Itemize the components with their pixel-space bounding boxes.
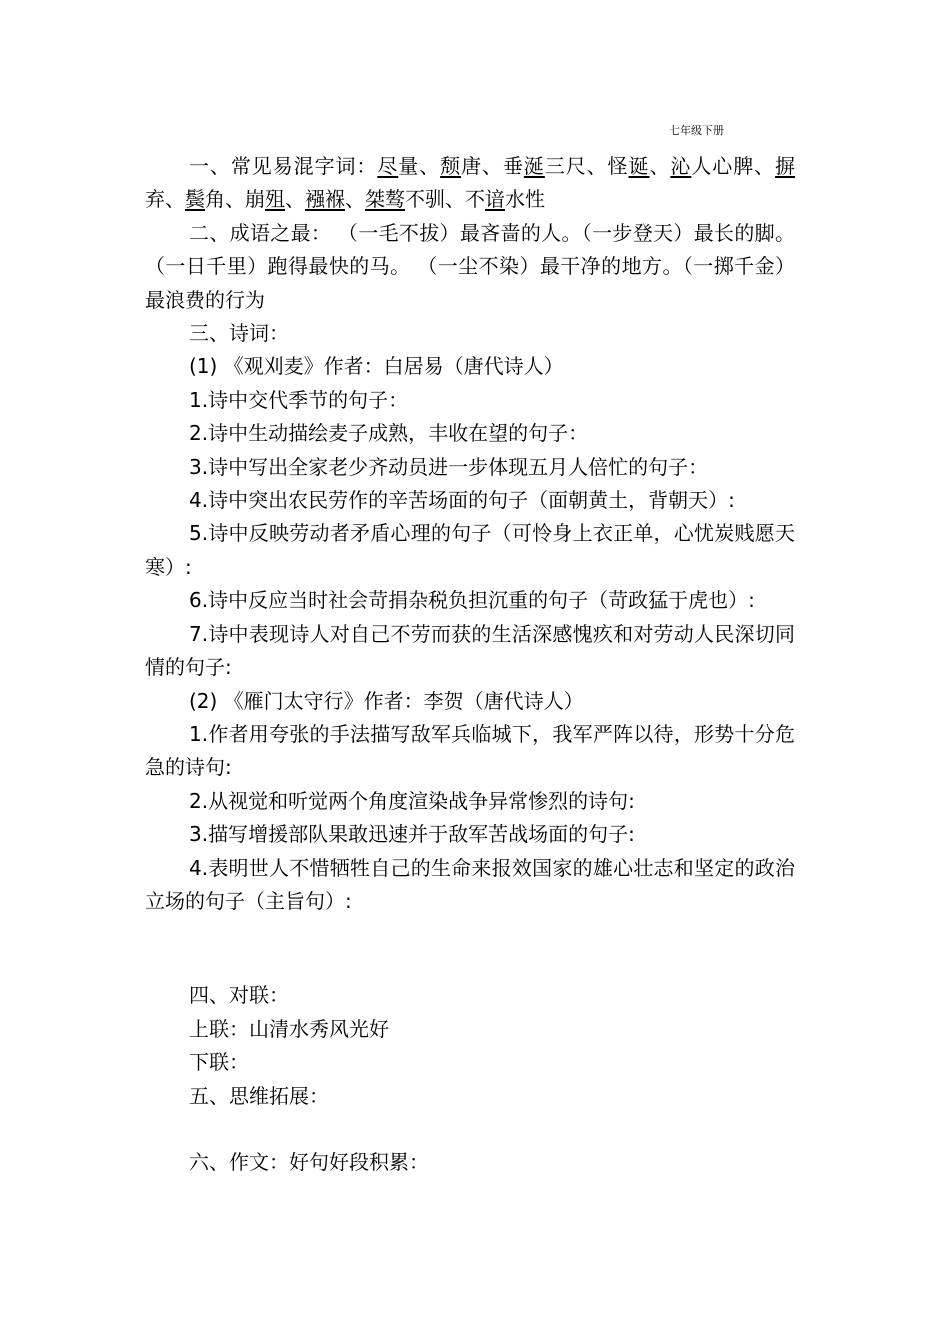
section-poetry-label: 三、诗词：	[189, 321, 289, 346]
word-underlined: 殂	[265, 187, 285, 212]
couplet-lower: 下联：	[189, 1050, 249, 1075]
word-text: 水性	[505, 187, 545, 212]
word-underlined: 诞	[628, 154, 650, 178]
poem2-question-1: 1.作者用夸张的手法描写敌军兵临城下，我军严阵以待，形势十分危急的诗句:	[145, 721, 795, 780]
section-label: 一、常见易混字词：	[189, 154, 378, 178]
poem1-question-4: 4.诗中突出农民劳作的辛苦场面的句子（面朝黄土，背朝天）:	[189, 488, 735, 513]
word-text: 、	[345, 187, 365, 212]
poem1-title: (1) 《观刈麦》作者：白居易（唐代诗人）	[189, 354, 564, 379]
word-text: 不驯、不	[405, 187, 485, 212]
section-idioms: 二、成语之最： （一毛不拔）最吝啬的人。（一步登天）最长的脚。（一日千里）跑得最快的马。 （一尘不染）最干净的地方。（一掷千金）最浪费的行为	[145, 220, 795, 312]
poem2-title: (2) 《雁门太守行》作者：李贺（唐代诗人）	[189, 688, 584, 713]
poem2-question-2: 2.从视觉和听觉两个角度渲染战争异常惨烈的诗句:	[189, 788, 635, 813]
word-underlined: 摒	[775, 154, 796, 178]
word-text: 角、崩	[205, 187, 265, 212]
word-text: 人心脾、	[691, 154, 776, 178]
word-underlined: 尽	[377, 154, 399, 178]
word-text: 弃、	[145, 187, 185, 212]
section-thinking-label: 五、思维拓展：	[189, 1083, 329, 1108]
page-header: 七年级下册	[669, 124, 724, 137]
poem1-question-7: 7.诗中表现诗人对自己不劳而获的生活深感愧疚和对劳动人民深切同情的句子:	[145, 621, 795, 680]
word-underlined: 谙	[485, 187, 505, 212]
word-text: 、	[649, 154, 671, 178]
word-underlined: 沁	[670, 154, 692, 178]
word-text: 唐、垂	[461, 154, 524, 178]
spacer	[145, 918, 795, 979]
document-body	[145, 150, 795, 1179]
poem2-question-3: 3.描写增援部队果敢迅速并于敌军苦战场面的句子:	[189, 822, 635, 847]
word-text: 量、	[398, 154, 441, 178]
poem2-question-4: 4.表明世人不惜牺牲自己的生命来报效国家的雄心壮志和坚定的政治立场的句子（主旨句）:	[145, 855, 795, 913]
section-couplet-label: 四、对联：	[189, 983, 289, 1008]
word-underlined: 桀骜	[365, 187, 405, 212]
poem1-question-1: 1.诗中交代季节的句子：	[189, 387, 409, 412]
word-text: 、	[285, 187, 305, 212]
poem1-question-6: 6.诗中反应当时社会苛捐杂税负担沉重的句子（苛政猛于虎也）:	[189, 588, 755, 613]
word-underlined: 鬓	[185, 187, 205, 212]
couplet-upper: 上联：山清水秀风光好	[189, 1016, 389, 1041]
poem1-question-3: 3.诗中写出全家老少齐动员进一步体现五月人倍忙的句子：	[189, 454, 709, 479]
word-underlined: 涎	[523, 154, 545, 178]
section-confusing-words	[145, 150, 795, 217]
poem1-question-2: 2.诗中生动描绘麦子成熟，丰收在望的句子：	[189, 421, 589, 446]
word-underlined: 颓	[440, 154, 462, 178]
word-text: 三尺、怪	[544, 154, 629, 178]
word-underlined: 襁褓	[305, 187, 345, 212]
section-composition-label: 六、作文：好句好段积累：	[189, 1149, 429, 1174]
poem1-question-5: 5.诗中反映劳动者矛盾心理的句子（可怜身上衣正单，心忧炭贱愿天寒）:	[145, 521, 795, 579]
spacer	[145, 1113, 795, 1146]
